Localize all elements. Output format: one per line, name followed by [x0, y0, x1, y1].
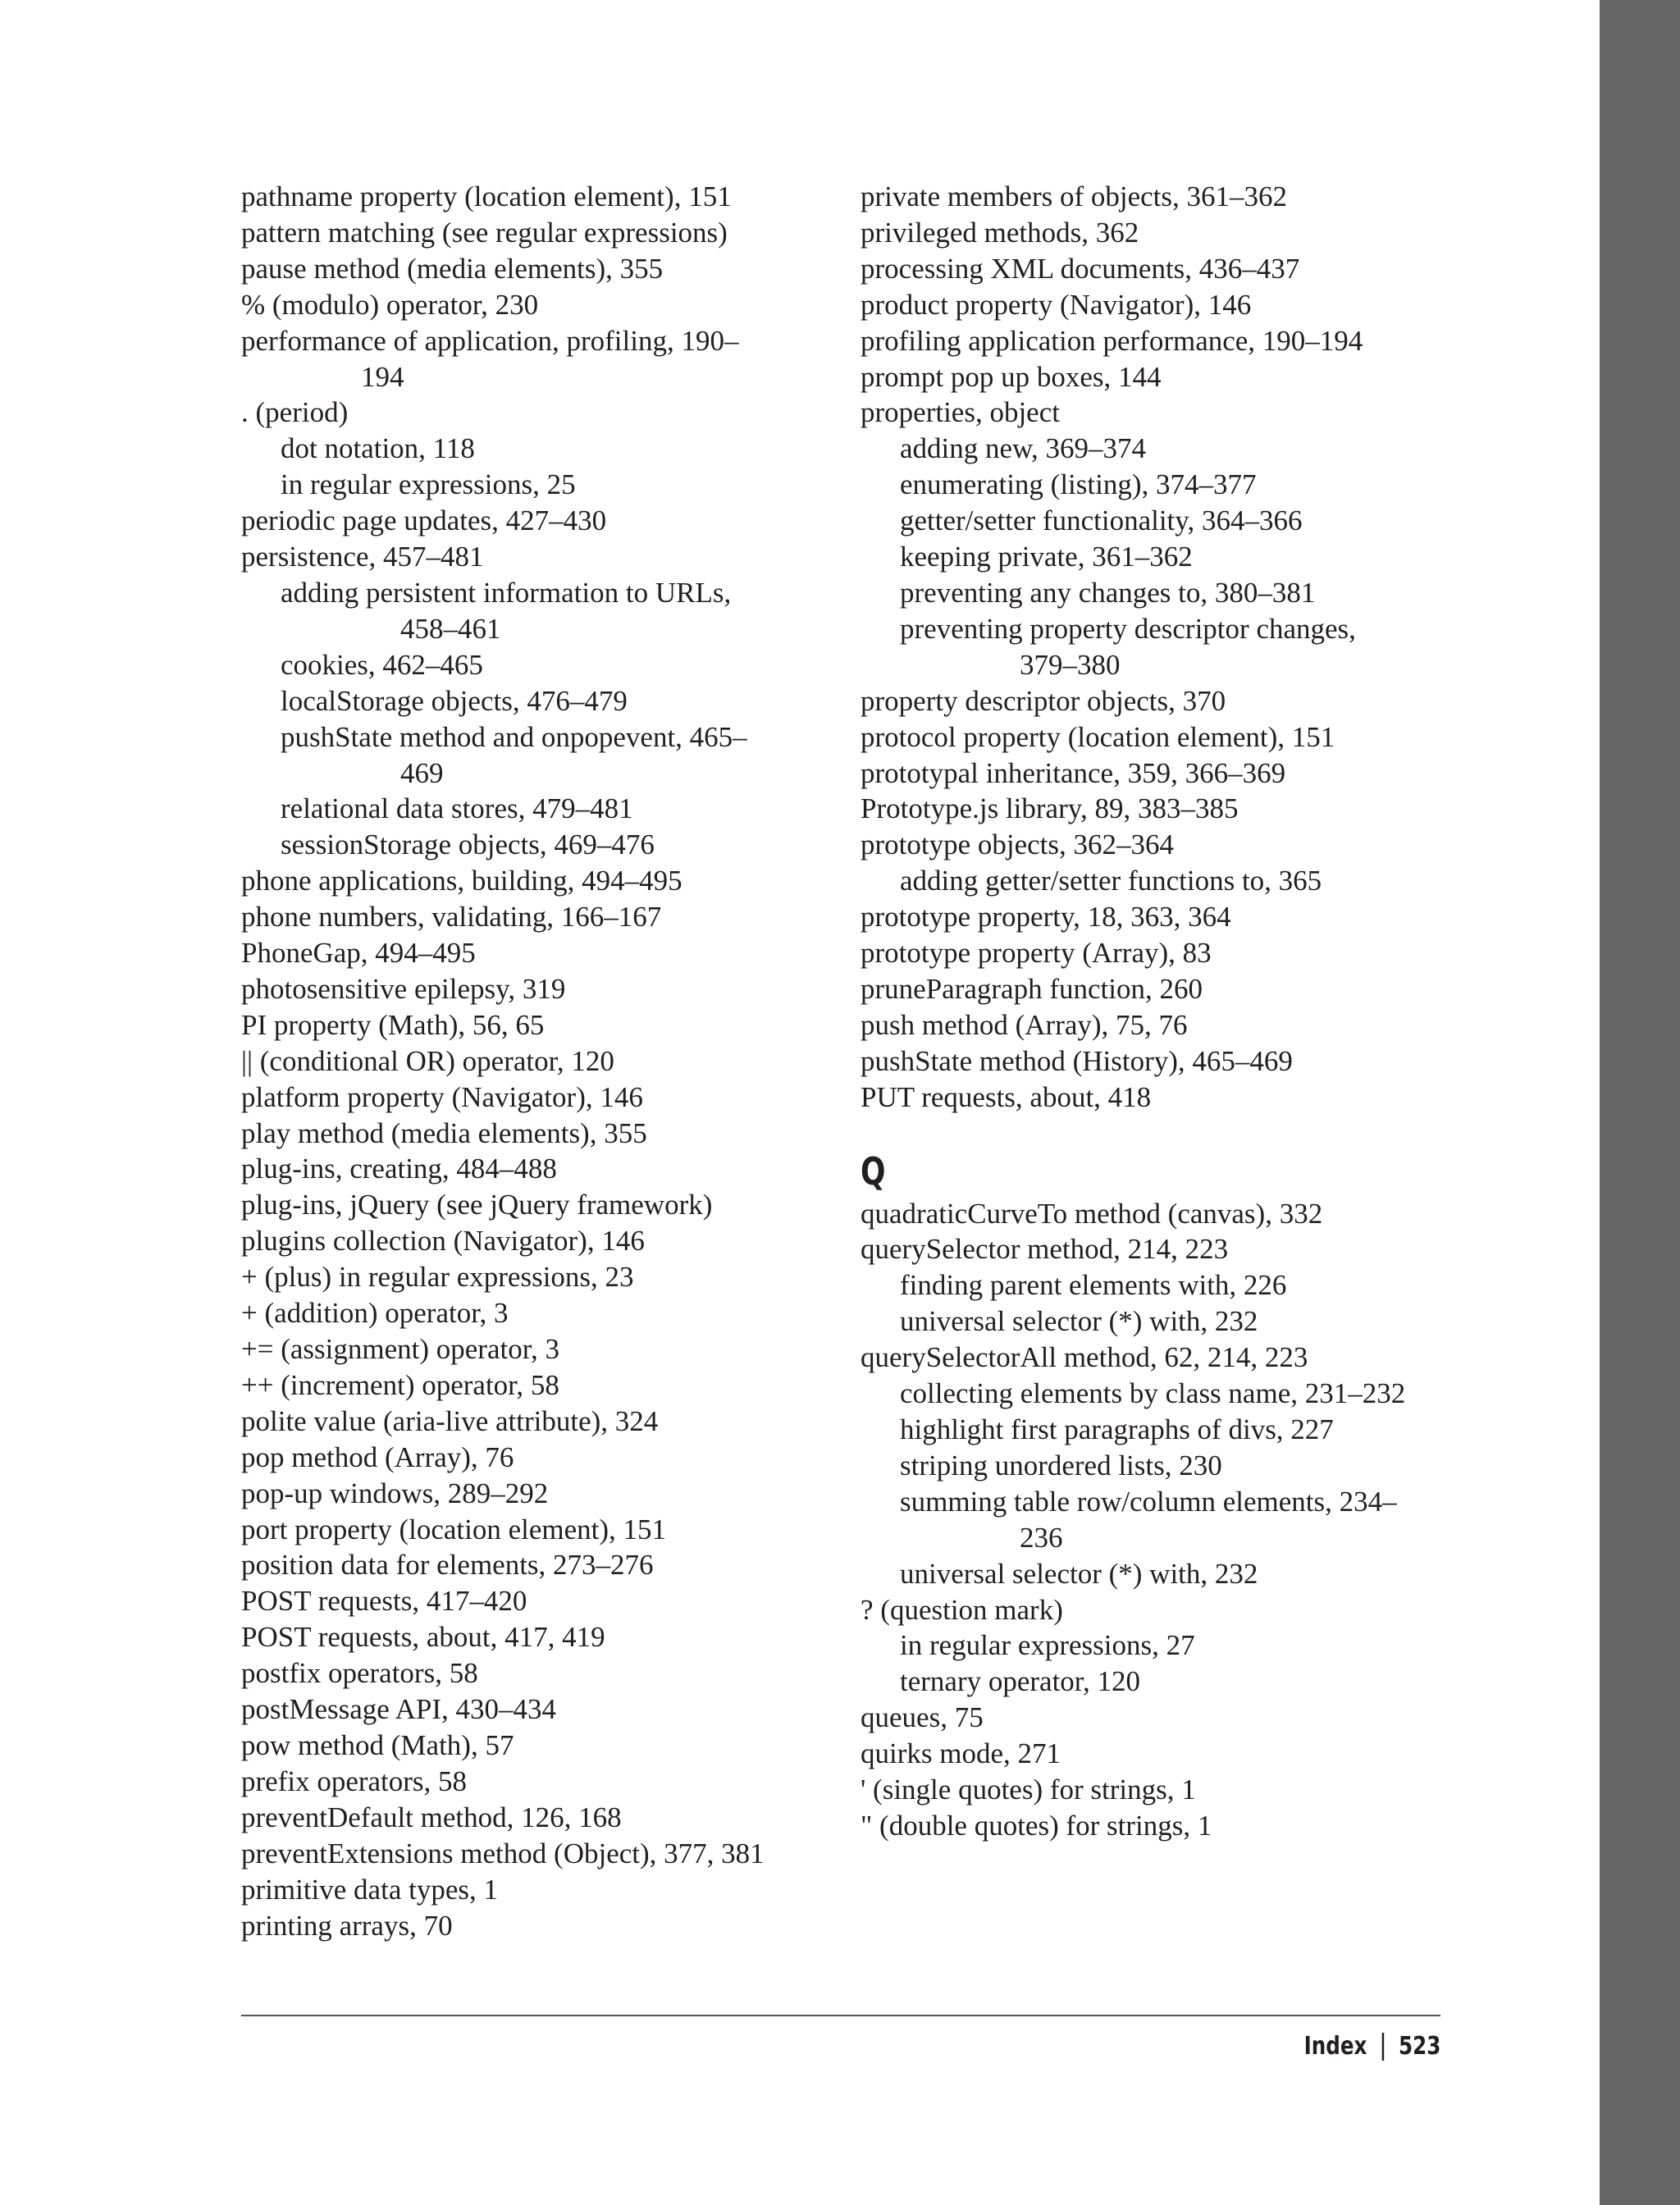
index-entry: prototype objects, 362–364: [861, 829, 1175, 861]
index-entry: pause method (media elements), 355: [241, 252, 664, 285]
page-edge-bar: [1600, 0, 1680, 2205]
index-entry: . (period): [241, 396, 349, 429]
index-entry: push method (Array), 75, 76: [861, 1008, 1188, 1041]
index-entry: polite value (aria-live attribute), 324: [241, 1404, 659, 1437]
index-entry-continuation: 236: [1020, 1521, 1063, 1554]
index-entry: PI property (Math), 56, 65: [241, 1008, 545, 1041]
index-entry: prefix operators, 58: [241, 1764, 468, 1797]
index-subentry: cookies, 462–465: [281, 648, 483, 681]
index-entry: preventDefault method, 126, 168: [241, 1801, 622, 1833]
index-entry: pop-up windows, 289–292: [241, 1477, 549, 1509]
index-subentry: dot notation, 118: [281, 432, 475, 465]
page-footer: [1303, 2026, 1440, 2067]
index-entry: ? (question mark): [861, 1593, 1063, 1626]
index-column-left: [241, 179, 832, 1943]
footer-separator: [1381, 2033, 1383, 2061]
index-entry: plug-ins, creating, 484–488: [241, 1153, 557, 1185]
index-entry: primitive data types, 1: [241, 1873, 498, 1906]
index-subentry: localStorage objects, 476–479: [281, 684, 628, 717]
index-entry: plug-ins, jQuery (see jQuery framework): [241, 1189, 713, 1221]
index-subentry: relational data stores, 479–481: [281, 792, 633, 825]
index-entry: periodic page updates, 427–430: [241, 504, 607, 537]
index-entry: position data for elements, 273–276: [241, 1549, 654, 1582]
index-entry: POST requests, about, 417, 419: [241, 1621, 605, 1654]
index-entry-continuation: 469: [400, 756, 444, 789]
index-entry: plugins collection (Navigator), 146: [241, 1225, 645, 1258]
index-entry: pow method (Math), 57: [241, 1728, 514, 1761]
index-subentry: highlight first paragraphs of divs, 227: [900, 1413, 1334, 1445]
index-entry: private members of objects, 361–362: [861, 180, 1288, 212]
index-entry: + (plus) in regular expressions, 23: [241, 1261, 634, 1294]
index-subentry: universal selector (*) with, 232: [900, 1305, 1258, 1338]
index-subentry: preventing property descriptor changes,: [900, 612, 1356, 645]
index-subentry: in regular expressions, 25: [281, 468, 576, 501]
index-entry: postMessage API, 430–434: [241, 1693, 557, 1726]
index-subentry: ternary operator, 120: [900, 1665, 1141, 1698]
index-subentry: universal selector (*) with, 232: [900, 1557, 1258, 1590]
index-entry: quirks mode, 271: [861, 1737, 1061, 1770]
index-entry-continuation: 379–380: [1020, 648, 1121, 681]
index-entry: prototype property, 18, 363, 364: [861, 901, 1231, 934]
index-entry: platform property (Navigator), 146: [241, 1080, 643, 1113]
index-entry: postfix operators, 58: [241, 1657, 478, 1690]
index-entry: pattern matching (see regular expressions): [241, 216, 728, 249]
index-entry: performance of application, profiling, 190–: [241, 324, 739, 357]
index-entry: ' (single quotes) for strings, 1: [861, 1774, 1196, 1806]
index-entry: querySelector method, 214, 223: [861, 1233, 1229, 1266]
index-subentry: collecting elements by class name, 231–232: [900, 1377, 1406, 1410]
index-subentry: keeping private, 361–362: [900, 541, 1193, 573]
index-entry: product property (Navigator), 146: [861, 288, 1252, 321]
index-entry: Prototype.js library, 89, 383–385: [861, 792, 1239, 825]
index-subentry: enumerating (listing), 374–377: [900, 468, 1257, 501]
index-entry: queues, 75: [861, 1701, 984, 1734]
index-subentry: adding new, 369–374: [900, 432, 1147, 465]
index-entry: ++ (increment) operator, 58: [241, 1368, 559, 1401]
index-entry: privileged methods, 362: [861, 216, 1139, 249]
index-entry: prototype property (Array), 83: [861, 937, 1212, 970]
footer-section-label: Index: [1303, 2032, 1367, 2061]
index-entry: pushState method (History), 465–469: [861, 1044, 1293, 1077]
page-number: 523: [1398, 2032, 1440, 2061]
index-entry: querySelectorAll method, 62, 214, 223: [861, 1341, 1308, 1374]
index-entry: prototypal inheritance, 359, 366–369: [861, 756, 1286, 789]
index-entry: PhoneGap, 494–495: [241, 937, 476, 970]
index-entry: photosensitive epilepsy, 319: [241, 972, 566, 1005]
index-subentry: sessionStorage objects, 469–476: [281, 829, 655, 861]
index-entry: += (assignment) operator, 3: [241, 1333, 559, 1365]
index-subentry: pushState method and onpopevent, 465–: [281, 720, 747, 753]
index-subentry: preventing any changes to, 380–381: [900, 576, 1316, 609]
index-entry: port property (location element), 151: [241, 1513, 667, 1545]
index-subentry: getter/setter functionality, 364–366: [900, 504, 1303, 537]
index-subentry: adding getter/setter functions to, 365: [900, 865, 1322, 897]
index-entry: properties, object: [861, 396, 1060, 429]
index-entry: + (addition) operator, 3: [241, 1297, 509, 1330]
index-entry: profiling application performance, 190–194: [861, 324, 1363, 357]
index-subentry: striping unordered lists, 230: [900, 1449, 1222, 1481]
index-entry: quadraticCurveTo method (canvas), 332: [861, 1197, 1323, 1230]
index-entry: phone applications, building, 494–495: [241, 865, 682, 897]
index-subentry: in regular expressions, 27: [900, 1629, 1195, 1662]
index-subentry: adding persistent information to URLs,: [281, 576, 732, 609]
index-subentry: summing table row/column elements, 234–: [900, 1485, 1397, 1518]
index-entry: pop method (Array), 76: [241, 1440, 514, 1473]
index-entry: protocol property (location element), 151: [861, 720, 1335, 753]
index-entry: prompt pop up boxes, 144: [861, 360, 1162, 393]
index-entry: PUT requests, about, 418: [861, 1080, 1152, 1113]
index-entry: persistence, 457–481: [241, 541, 484, 573]
index-entry: play method (media elements), 355: [241, 1116, 647, 1149]
section-letter-heading: Q: [861, 1148, 886, 1194]
index-entry-continuation: 458–461: [400, 612, 501, 645]
footer-rule: [241, 2015, 1440, 2016]
index-entry: pruneParagraph function, 260: [861, 972, 1203, 1005]
index-entry: % (modulo) operator, 230: [241, 288, 539, 321]
index-entry: preventExtensions method (Object), 377, 381: [241, 1837, 765, 1869]
index-entry: printing arrays, 70: [241, 1909, 453, 1942]
index-subentry: finding parent elements with, 226: [900, 1269, 1287, 1302]
index-column-right: [861, 179, 1451, 1844]
index-section-p-continued: [861, 179, 1451, 1116]
index-entry: || (conditional OR) operator, 120: [241, 1044, 614, 1077]
index-entry: property descriptor objects, 370: [861, 684, 1226, 717]
index-entry: phone numbers, validating, 166–167: [241, 901, 662, 934]
index-section-q: [861, 1196, 1451, 1844]
index-entry: " (double quotes) for strings, 1: [861, 1809, 1212, 1842]
index-entry: pathname property (location element), 151: [241, 180, 732, 212]
index-entry: processing XML documents, 436–437: [861, 252, 1300, 285]
index-entry: POST requests, 417–420: [241, 1585, 527, 1618]
index-entry-continuation: 194: [361, 360, 404, 393]
